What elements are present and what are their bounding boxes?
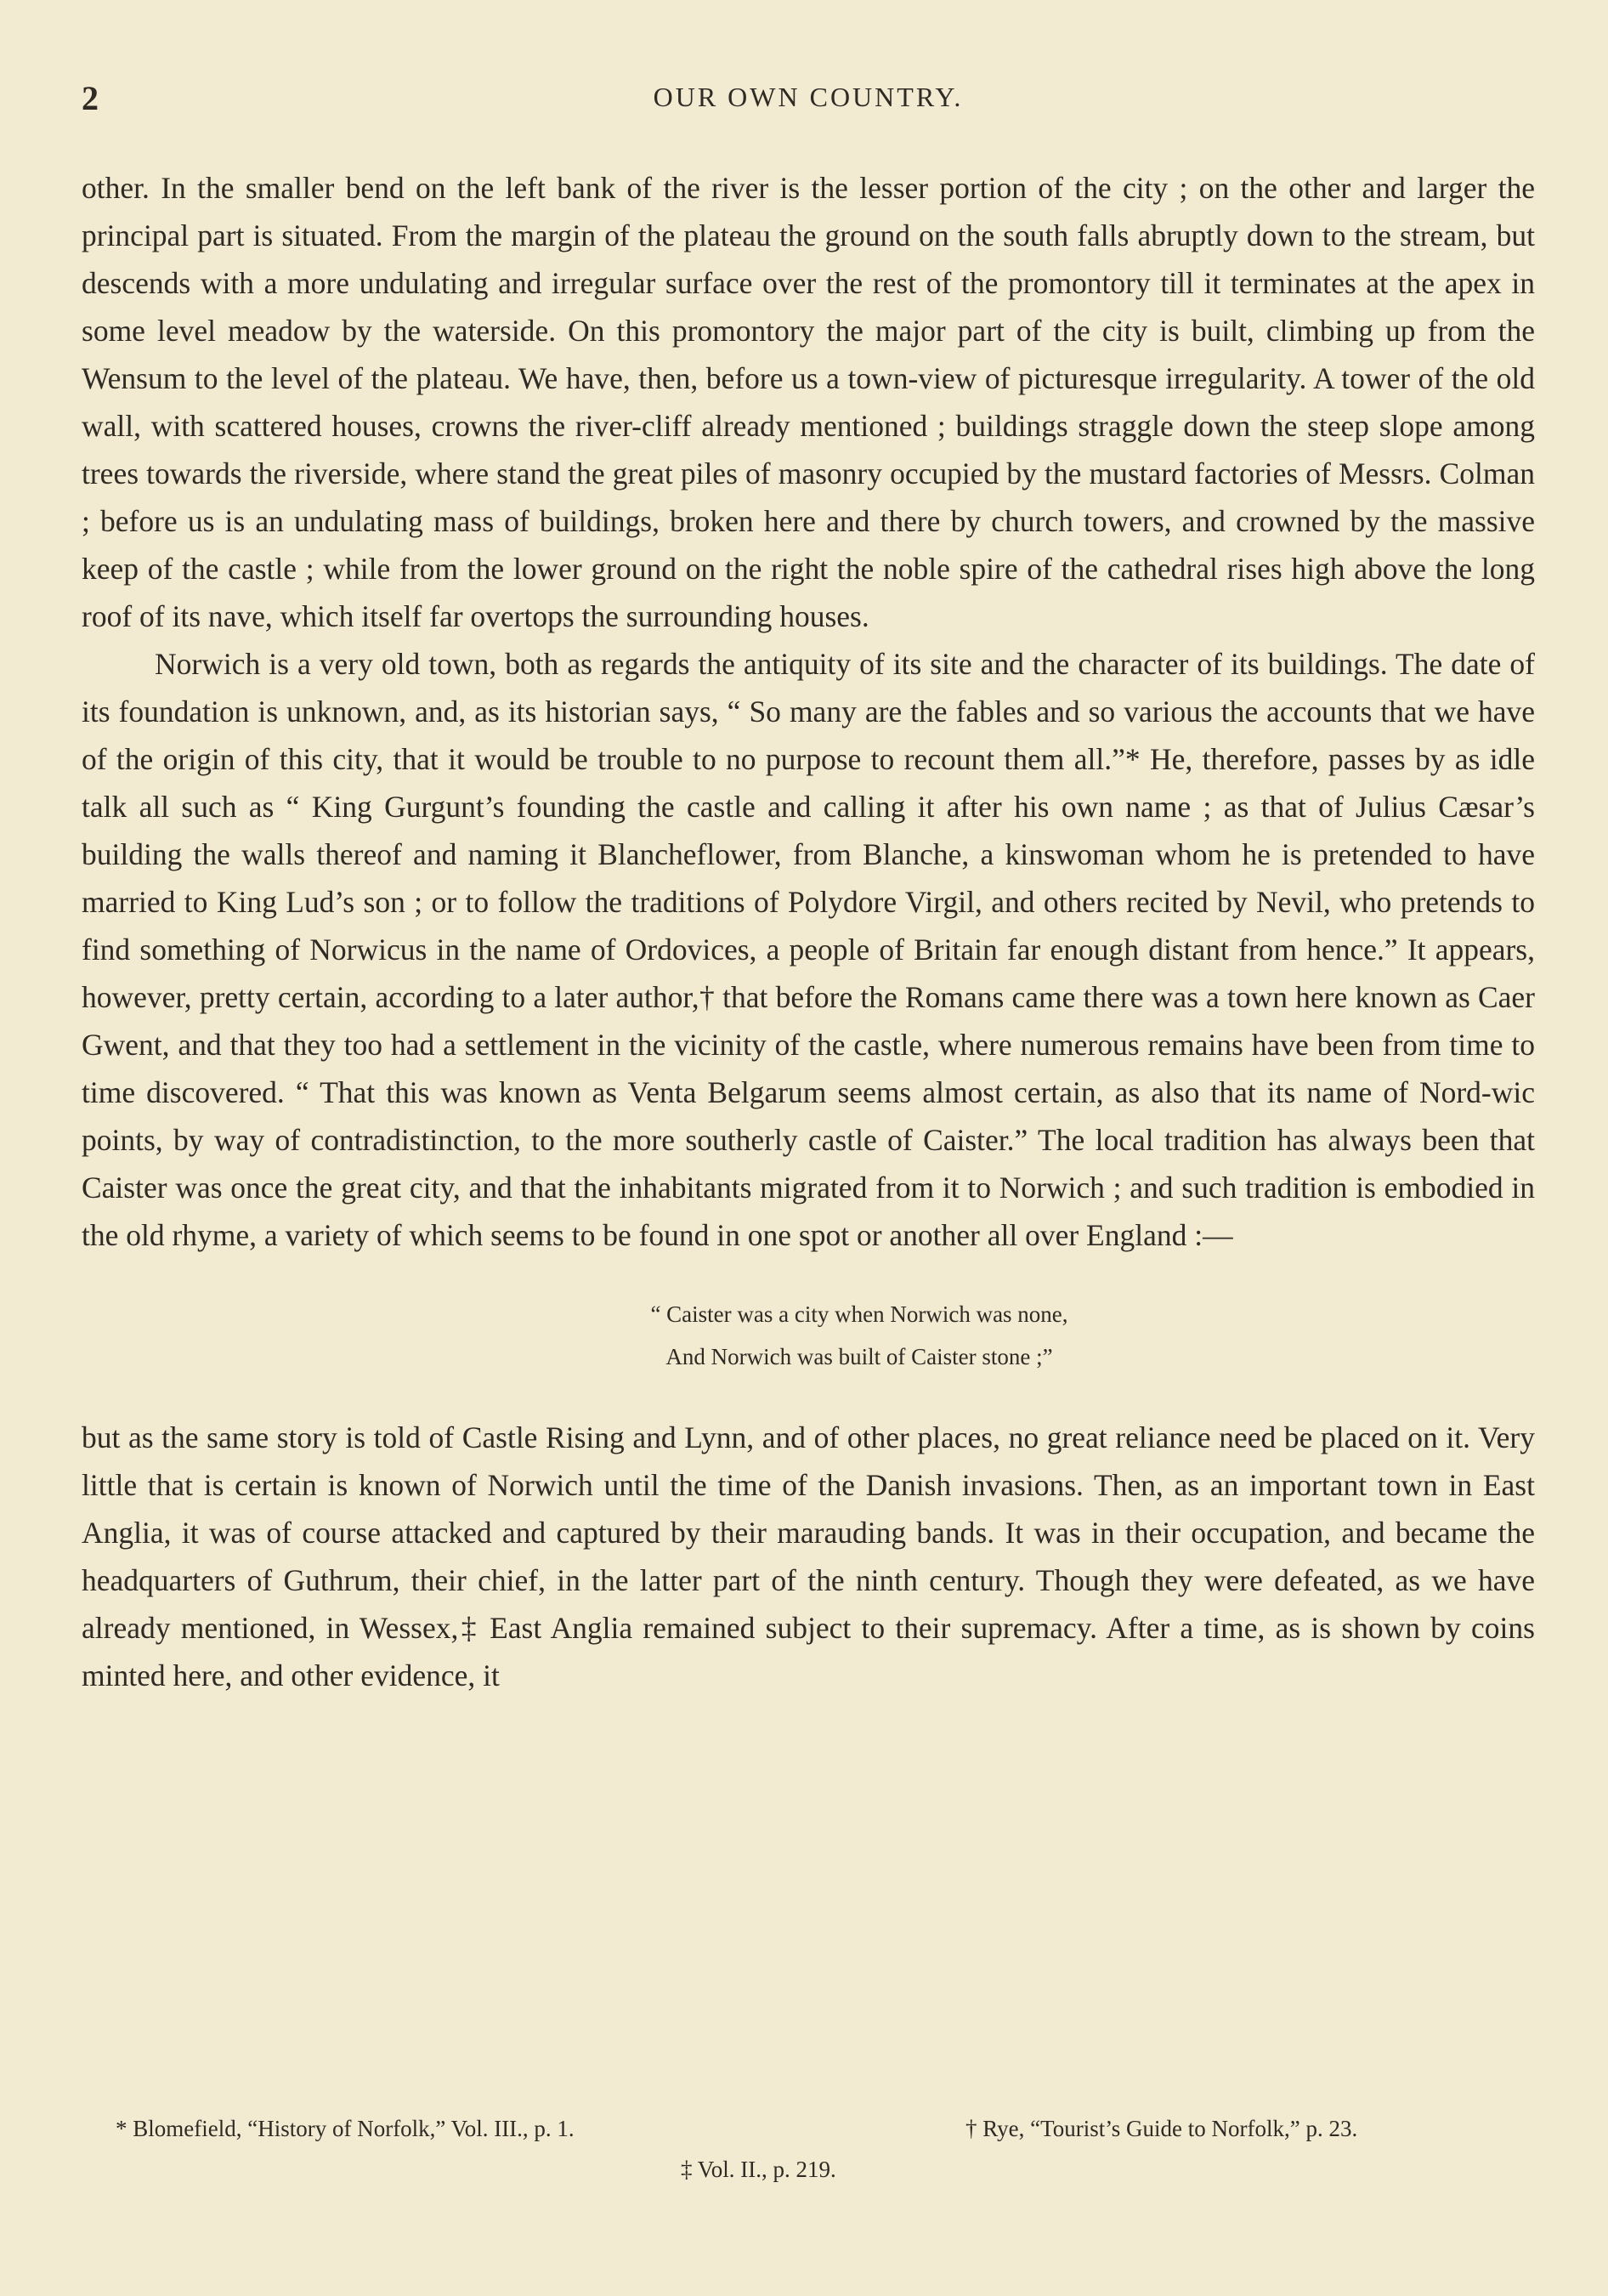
paragraph-3: but as the same story is told of Castle Rising and Lynn, and of other places, no great reliance need be placed on it. Very little that is certain is known of Norwich until the time of the Danish invasions. Then, as an important town in East Anglia, it was of course attacked and captured by their marauding bands. It was in their occupation, and became the headquarters of Guthrum, their chief, in the latter part of the ninth century. Though they were defeated, as we have already mentioned, in Wessex,‡ East Anglia remained subject to their supremacy. After a time, as is shown by coins minted here, and other evidence, it — [82, 1420, 1535, 1692]
page-number: 2 — [82, 79, 99, 117]
footnotes — [82, 2108, 1535, 2190]
verse-line-1: “ Caister was a city when Norwich was none, — [650, 1301, 1068, 1327]
footnote-3: ‡ Vol. II., p. 219. — [681, 2157, 836, 2182]
verse-line-2: And Norwich was built of Caister stone ;” — [665, 1344, 1053, 1369]
paragraph-1: other. In the smaller bend on the left bank of the river is the lesser portion of the city ; on the other and larger the principal part is situated. From the margin of the plateau the ground on the south falls abruptly down to the stream, but descends with a more undulating and irregular surface over the rest of the promontory till it terminates at the apex in some level meadow by the waterside. On this promontory the major part of the city is built, climbing up from the Wensum to the level of the plateau. We have, then, before us a town-view of picturesque irregularity. A tower of the old wall, with scattered houses, crowns the river-cliff already mentioned ; buildings straggle down the steep slope among trees towards the riverside, where stand the great piles of masonry occupied by the mustard factories of Messrs. Colman ; before us is an undulating mass of buildings, broken here and there by church towers, and crowned by the massive keep of the castle ; while from the lower ground on the right the noble spire of the cathedral rises high above the long roof of its nave, which itself far overtops the surrounding houses. — [82, 171, 1535, 633]
body-text — [82, 164, 1535, 1699]
paragraph-2: Norwich is a very old town, both as regards the antiquity of its site and the character of its buildings. The date of its foundation is unknown, and, as its historian says, “ So many are the fables and so various the accounts that we have of the origin of this city, that it would be trouble to no purpose to recount them all.”* He, therefore, passes by as idle talk all such as “ King Gurgunt’s founding the castle and calling it after his own name ; as that of Julius Cæsar’s building the walls thereof and naming it Blancheflower, from Blanche, a kinswoman whom he is pretended to have married to King Lud’s son ; or to follow the traditions of Polydore Virgil, and others recited by Nevil, who pretends to find something of Norwicus in the name of Ordovices, a people of Britain far enough distant from hence.” It appears, however, pretty certain, according to a later author,† that before the Romans came there was a town here known as Caer Gwent, and that they too had a settlement in the vicinity of the castle, where numerous remains have been from time to time discovered. “ That this was known as Venta Belgarum seems almost certain, as also that its name of Nord-wic points, by way of contradistinction, to the more southerly castle of Caister.” The local tradition has always been that Caister was once the great city, and that the inhabitants migrated from it to Norwich ; and such tradition is embodied in the old rhyme, a variety of which seems to be found in one spot or another all over England :— — [82, 647, 1535, 1252]
footnote-1: * Blomefield, “History of Norfolk,” Vol. III., p. 1. — [116, 2116, 575, 2141]
verse-quote — [82, 1293, 1535, 1378]
footnote-row — [82, 2108, 1535, 2149]
running-head: OUR OWN COUNTRY. — [653, 82, 964, 112]
page-header — [82, 78, 1535, 129]
footnote-2: † Rye, “Tourist’s Guide to Norfolk,” p. 23. — [965, 2116, 1358, 2141]
